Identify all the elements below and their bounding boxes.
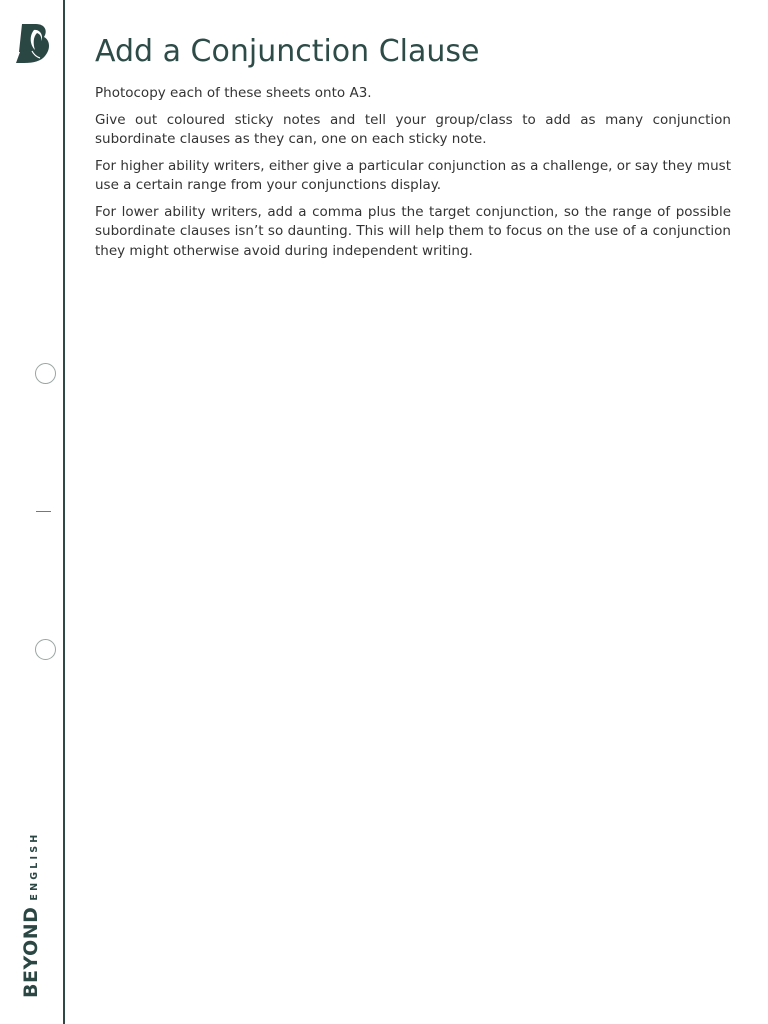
center-fold-mark [36,511,51,512]
brand-subname: ENGLISH [29,831,40,901]
beyond-b-logo-icon [14,22,52,66]
instruction-paragraph-1: Photocopy each of these sheets onto A3. [95,85,372,101]
instruction-paragraph-4: For lower ability writers, add a comma plus the target conjunction, so the range of possible subordinate clauses isn’t so daunting. This will help them to focus on the use of a conjunction they might otherwise avoid during independent writing. [95,203,731,259]
punch-hole-top [35,363,56,384]
punch-hole-bottom [35,639,56,660]
margin-rule [63,0,65,1024]
instruction-paragraph-2: Give out coloured sticky notes and tell your group/class to add as many conjunction subordinate clauses as they can, one on each sticky note. [95,111,731,147]
page-title: Add a Conjunction Clause [95,34,480,69]
brand-name: BEYOND [20,906,42,998]
main-content [95,30,731,268]
instruction-paragraph-3: For higher ability writers, either give a particular conjunction as a challenge, or say they must use a certain range from your conjunctions display. [95,157,731,193]
brand-wordmark [20,832,42,998]
